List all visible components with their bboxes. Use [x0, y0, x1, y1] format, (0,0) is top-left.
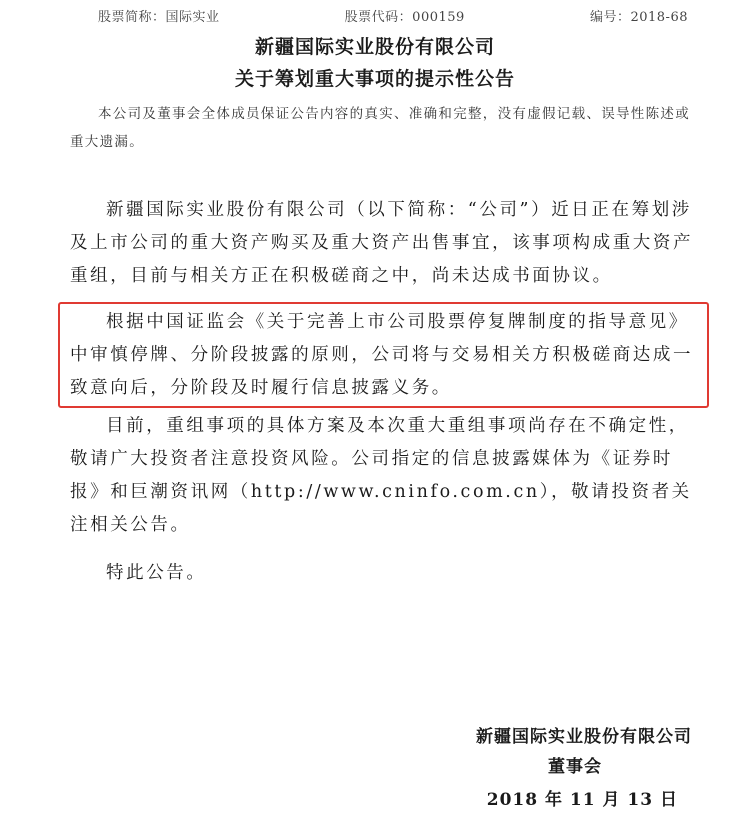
paragraph-1: 新疆国际实业股份有限公司（以下简称：“公司”）近日正在筹划涉及上市公司的重大资产购买及重大资产出售事宜，该事项构成重大资产重组，目前与相关方正在积极磋商之中，尚未达成书面协议。	[70, 200, 694, 286]
announcement-title: 关于筹划重大事项的提示性公告	[234, 68, 515, 90]
stock-short-name: 股票简称：国际实业	[98, 10, 220, 25]
announcement-number: 编号：2018-68	[589, 10, 688, 25]
paragraph-3: 目前，重组事项的具体方案及本次重大重组事项尚存在不确定性，敬请广大投资者注意投资风险。公司指定的信息披露媒体为《证券时报》和巨潮资讯网（http://www.cninfo.com.cn），敬请投资者关注相关公告。	[70, 416, 692, 535]
paragraph-2-highlighted: 根据中国证监会《关于完善上市公司股票停复牌制度的指导意见》中审慎停牌、分阶段披露的原则，公司将与交易相关方积极磋商达成一致意向后，分阶段及时履行信息披露义务。	[70, 312, 694, 398]
stock-code: 股票代码：000159	[344, 10, 465, 25]
signature-board: 董事会	[548, 757, 602, 777]
document-header	[98, 6, 688, 25]
signature-company: 新疆国际实业股份有限公司	[476, 727, 692, 747]
company-title: 新疆国际实业股份有限公司	[254, 36, 495, 58]
closing-statement: 特此公告。	[106, 563, 207, 583]
disclaimer-text: 本公司及董事会全体成员保证公告内容的真实、准确和完整，没有虚假记载、误导性陈述或重大遗漏。	[70, 106, 690, 150]
signature-date: 2018 年 11 月 13 日	[486, 790, 678, 810]
